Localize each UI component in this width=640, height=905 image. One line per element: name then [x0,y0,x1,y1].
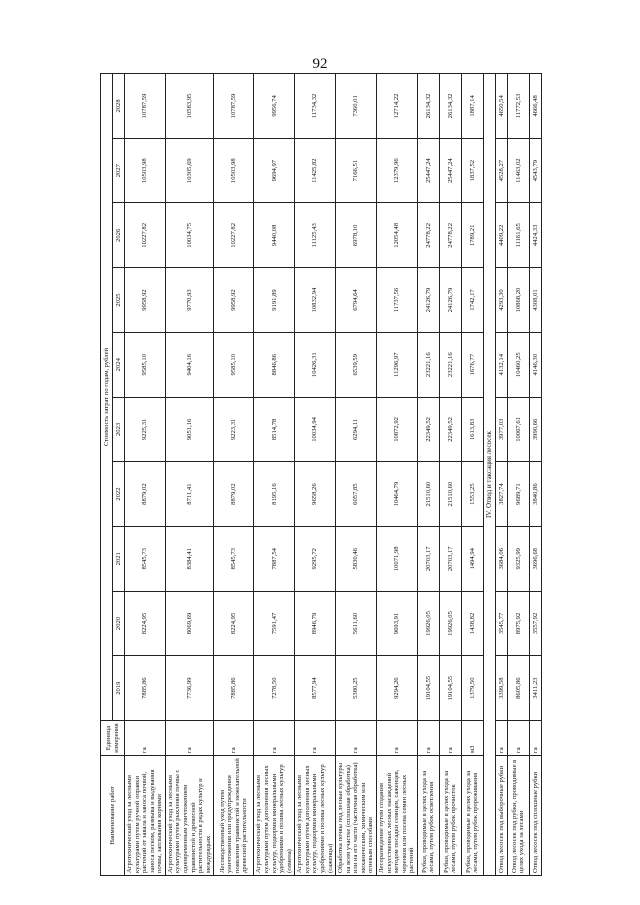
cost-value-cell: 1379,50 [461,656,483,721]
work-name-cell: Отвод лесосек под сплошные рубки [529,756,541,876]
work-name-cell: Лесоводственный уход путем уничтожения или предупреждения появления травянистой и нежелательной древесной растительности [214,756,254,876]
cost-value-cell: 9051,16 [165,397,213,462]
cost-value-cell: 20703,17 [417,526,439,591]
unit-cell: га [295,721,336,756]
unit-cell: га [214,721,254,756]
cost-value-cell: 22349,52 [439,397,461,462]
cost-value-cell: 8224,95 [125,591,166,656]
cost-value-cell: 3977,03 [495,397,507,462]
cost-value-cell: 9225,31 [125,397,166,462]
cost-value-cell: 5830,46 [336,526,377,591]
cost-value-cell: 8514,78 [254,397,295,462]
year-header: 2024 [113,332,125,397]
work-name-cell: Обработка почвы под лесные культуры на всем участке (сплошная обработка) или на его части (частичная обработка) механическим, химическим или огневым способами [336,756,377,876]
cost-value-cell: 8846,86 [254,332,295,397]
cost-value-cell: 7166,51 [336,138,377,203]
cost-value-cell: 4293,30 [495,268,507,333]
section-row [483,74,495,876]
cost-value-cell: 11296,97 [377,332,418,397]
cost-value-cell: 1837,52 [461,138,483,203]
cost-value-cell: 22349,52 [417,397,439,462]
year-header: 2028 [113,74,125,139]
cost-value-cell: 9958,92 [214,268,254,333]
work-name-cell: Агротехнический уход за лесными культурами путем ручной оправки растений от завала и заноса почвой, заноса песком, размыва и выдувания почвы, заплывания корнями [125,756,166,876]
cost-value-cell: 23221,16 [439,332,461,397]
table-row [254,74,295,876]
cost-value-cell: 26134,32 [439,74,461,139]
cost-value-cell: 12714,22 [377,74,418,139]
cost-value-cell: 4528,27 [495,138,507,203]
table-row [495,74,507,876]
table-row [336,74,377,876]
cost-value-cell: 12379,96 [377,138,418,203]
cost-value-cell: 25447,24 [439,138,461,203]
cost-value-cell: 23221,16 [417,332,439,397]
work-name-cell: Рубки, проводимые в целях ухода за лесами, путем рубок осветления [417,756,439,876]
cost-value-cell: 11125,43 [295,203,336,268]
cost-value-cell: 10583,95 [165,74,213,139]
cost-value-cell: 6539,59 [336,332,377,397]
unit-cell: га [507,721,529,756]
table-row [529,74,541,876]
cost-value-cell: 4132,14 [495,332,507,397]
table-body-main [125,74,542,876]
cost-value-cell: 9294,26 [377,656,418,721]
cost-value-cell: 3696,68 [529,526,541,591]
page-number: 92 [312,56,328,72]
cost-value-cell: 9585,10 [125,332,166,397]
unit-cell: га [165,721,213,756]
cost-value-cell: 8879,02 [125,462,166,527]
cost-value-cell: 9585,10 [214,332,254,397]
table-row [165,74,213,876]
cost-value-cell: 10832,94 [295,268,336,333]
cost-value-cell: 11161,65 [507,203,529,268]
cost-value-cell: 8545,73 [125,526,166,591]
work-name-cell: Агротехнический уход за лесными культурами путем дополнения лесных культур, подкормки минеральными удобрениями и полива лесных культур (семена) [254,756,295,876]
cost-value-cell: 3399,58 [495,656,507,721]
header-name: Наименование работ [101,756,125,876]
cost-value-cell: 1742,17 [461,268,483,333]
cost-value-cell: 10067,61 [507,397,529,462]
year-header: 2020 [113,591,125,656]
cost-value-cell: 10464,79 [377,462,418,527]
cost-value-cell: 4543,79 [529,138,541,203]
cost-value-cell: 11772,53 [507,74,529,139]
cost-value-cell: 24126,79 [417,268,439,333]
work-name-cell: Рубки, проводимые в целях ухода за лесами, путем рубок прочисток [439,756,461,876]
table-row [417,74,439,876]
cost-value-cell: 10426,31 [295,332,336,397]
table-row [507,74,529,876]
cost-value-cell: 7885,86 [214,656,254,721]
cost-value-cell: 9956,74 [254,74,295,139]
cost-value-cell: 9958,92 [125,268,166,333]
cost-value-cell: 10460,25 [507,332,529,397]
cost-value-cell: 7887,54 [254,526,295,591]
cost-value-cell: 20703,17 [439,526,461,591]
cost-value-cell: 8545,73 [214,526,254,591]
cost-value-cell: 7278,50 [254,656,295,721]
cost-value-cell: 8605,86 [507,656,529,721]
cost-value-cell: 9191,89 [254,268,295,333]
cost-value-cell: 19104,55 [439,656,461,721]
unit-cell: га [495,721,507,756]
cost-value-cell: 11425,82 [295,138,336,203]
cost-value-cell: 24778,22 [439,203,461,268]
cost-value-cell: 10305,69 [165,138,213,203]
cost-value-cell: 24126,79 [439,268,461,333]
cost-value-cell: 9440,08 [254,203,295,268]
cost-value-cell: 10503,98 [125,138,166,203]
year-header: 2026 [113,203,125,268]
cost-value-cell: 10787,59 [125,74,166,139]
cost-value-cell: 26134,32 [417,74,439,139]
cost-value-cell: 25447,24 [417,138,439,203]
unit-cell: га [336,721,377,756]
cost-value-cell: 1887,14 [461,74,483,139]
cost-value-cell: 6794,64 [336,268,377,333]
rotated-table-container [100,74,539,876]
cost-value-cell: 6978,10 [336,203,377,268]
table-row [377,74,418,876]
unit-cell: га [439,721,461,756]
cost-value-cell: 10227,82 [214,203,254,268]
cost-value-cell: 1438,82 [461,591,483,656]
cost-value-cell: 9694,97 [254,138,295,203]
cost-value-cell: 5611,60 [336,591,377,656]
cost-value-cell: 8975,92 [507,591,529,656]
cost-value-cell: 11734,32 [295,74,336,139]
cost-value-cell: 21510,60 [417,462,439,527]
cost-value-cell: 21510,60 [439,462,461,527]
work-name-cell: Лесоразведение путем создания искусственных лесных насаждений методом посадки сеянцев, саженцев, черенков или посева семян лесных растений [377,756,418,876]
cost-value-cell: 5380,25 [336,656,377,721]
cost-value-cell: 1789,21 [461,203,483,268]
year-header: 2022 [113,462,125,527]
cost-value-cell: 3990,66 [529,397,541,462]
cost-value-cell: 3557,92 [529,591,541,656]
cost-value-cell: 19104,55 [417,656,439,721]
cost-value-cell: 8224,95 [214,591,254,656]
header-cost: Стоимость затрат по годам, рублей [101,74,113,721]
cost-value-cell: 7885,86 [125,656,166,721]
cost-value-cell: 11463,02 [507,138,529,203]
cost-value-cell: 8577,94 [295,656,336,721]
cost-value-cell: 7360,01 [336,74,377,139]
table-row [461,74,483,876]
cost-value-cell: 19926,05 [417,591,439,656]
table-row [439,74,461,876]
cost-value-cell: 6057,85 [336,462,377,527]
cost-value-cell: 3411,23 [529,656,541,721]
unit-cell: га [125,721,166,756]
work-name-cell: Агротехнический уход за лесными культурами путем рыхления почвы с одновременным уничтожением травянистой и древесной растительности в рядах культур и междурядьях [165,756,213,876]
section-title: IV. Отвод и таксация лесосек [483,74,495,876]
cost-value-cell: 10872,92 [377,397,418,462]
cost-value-cell: 24778,22 [417,203,439,268]
cost-value-cell: 8946,79 [295,591,336,656]
unit-cell: га [377,721,418,756]
cost-value-cell: 7591,47 [254,591,295,656]
table-row [125,74,166,876]
cost-value-cell: 8711,41 [165,462,213,527]
cost-value-cell: 9223,31 [214,397,254,462]
work-name-cell: Отвод лесосек под выборочные рубки [495,756,507,876]
unit-cell: га [254,721,295,756]
cost-value-cell: 10787,59 [214,74,254,139]
cost-value-cell: 9404,16 [165,332,213,397]
cost-value-cell: 11737,56 [377,268,418,333]
work-name-cell: Отвод лесосек под рубки, проводимые в целях ухода за лесами [507,756,529,876]
cost-value-cell: 10868,20 [507,268,529,333]
unit-cell: га [417,721,439,756]
cost-value-cell: 4424,33 [529,203,541,268]
cost-value-cell: 19926,05 [439,591,461,656]
cost-value-cell: 3684,06 [495,526,507,591]
cost-value-cell: 8384,41 [165,526,213,591]
cost-value-cell: 1494,94 [461,526,483,591]
cost-value-cell: 4650,54 [495,74,507,139]
unit-cell: м3 [461,721,483,756]
year-header: 2019 [113,656,125,721]
cost-value-cell: 4666,48 [529,74,541,139]
cost-value-cell: 1676,77 [461,332,483,397]
cost-value-cell: 1613,83 [461,397,483,462]
cost-value-cell: 10071,98 [377,526,418,591]
cost-value-cell: 10503,98 [214,138,254,203]
cost-value-cell: 6294,11 [336,397,377,462]
year-header: 2021 [113,526,125,591]
cost-value-cell: 12054,48 [377,203,418,268]
cost-value-cell: 3840,86 [529,462,541,527]
cost-value-cell: 3827,74 [495,462,507,527]
cost-value-cell: 9693,91 [377,591,418,656]
cost-value-cell: 8879,02 [214,462,254,527]
cost-value-cell: 9689,71 [507,462,529,527]
header-unit: Единица измерения [101,721,125,756]
cost-value-cell: 1553,25 [461,462,483,527]
year-header: 2025 [113,268,125,333]
cost-value-cell: 9770,93 [165,268,213,333]
work-name-cell: Агротехнический уход за лесными культурами путем дополнения лесных культур, подкормки минеральными удобрениями и полива лесных культур (саженцы) [295,756,336,876]
year-header: 2023 [113,397,125,462]
cost-value-cell: 4308,01 [529,268,541,333]
cost-value-cell: 9295,72 [295,526,336,591]
cost-value-cell: 10034,94 [295,397,336,462]
cost-value-cell: 10227,82 [125,203,166,268]
cost-value-cell: 8195,16 [254,462,295,527]
cost-value-cell: 4146,30 [529,332,541,397]
cost-value-cell: 10034,75 [165,203,213,268]
cost-value-cell: 8069,69 [165,591,213,656]
cost-value-cell: 7736,99 [165,656,213,721]
cost-value-cell: 4409,22 [495,203,507,268]
work-name-cell: Рубки, проводимые в целях ухода за лесами, путем рубок прореживания [461,756,483,876]
unit-cell: га [529,721,541,756]
cost-value-cell: 3545,77 [495,591,507,656]
cost-value-cell: 9658,26 [295,462,336,527]
cost-table [100,73,542,876]
table-row [214,74,254,876]
table-row [295,74,336,876]
year-header: 2027 [113,138,125,203]
cost-value-cell: 9325,99 [507,526,529,591]
